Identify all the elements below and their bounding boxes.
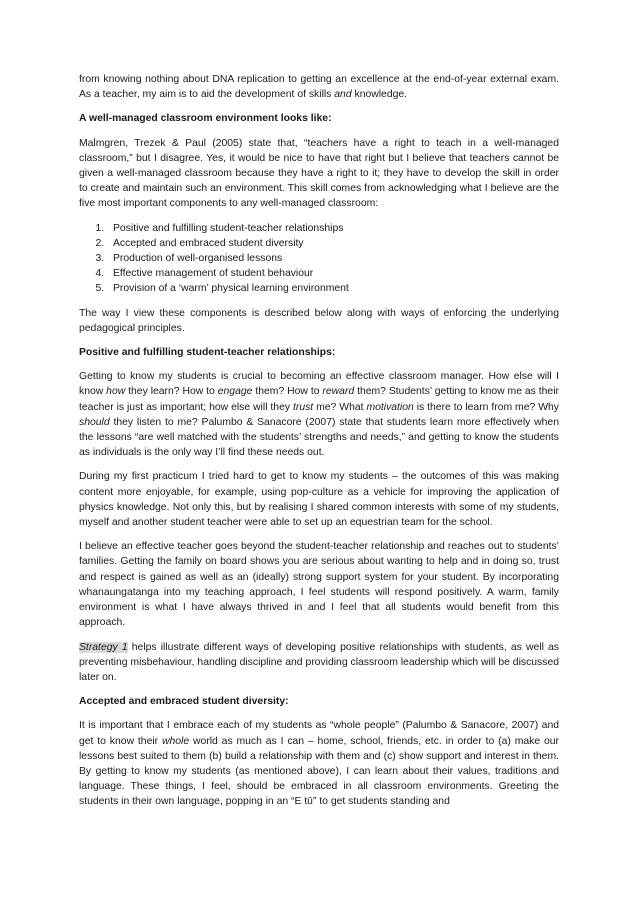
list-item: 4. Effective management of student behaviour bbox=[107, 266, 559, 281]
paragraph-components-view: The way I view these components is described below along with ways of enforcing the underlying pedagogical principles. bbox=[79, 307, 559, 334]
paragraph-practicum: During my first practicum I tried hard to get to know my students – the outcomes of this was making content more enjoyable, for example, using pop-culture as a vehicle for improving the application of physics knowledge. Not only this, but by realising I shared common interests with some of my students, myself and another student teacher were able to set up an equestrian team for the school. bbox=[79, 471, 559, 529]
list-item: 1. Positive and fulfilling student-teacher relationships bbox=[107, 221, 559, 236]
section-heading-diversity: Accepted and embraced student diversity: bbox=[79, 696, 289, 708]
paragraph-malmgren: Malmgren, Trezek & Paul (2005) state that, “teachers have a right to teach in a well-managed classroom,” but I disagree. Yes, it would be nice to have that right but I believe that teachers cannot be given a well-managed classroom because they have a right to it; they have to develop the skill in order to create and maintain such an environment. This skill comes from acknowledging what I believe are the five most important components to any well-managed classroom: bbox=[79, 137, 559, 210]
list-item: 3. Production of well-organised lessons bbox=[107, 251, 559, 266]
paragraph-whole-people: It is important that I embrace each of my students as “whole people” (Palumbo & Sanacore, 2007) and get to know their whole world as much as I can – home, school, friends, etc. in order to (a) make our lessons best suited to them (b) build a relationship with them and (c) show support and interest in them. By getting to know my students (as mentioned above), I can learn about their values, traditions and language. These things, I feel, should be embraced in all classroom environments. Greeting the students in their own language, popping in an “E tū” to get students standing and bbox=[79, 720, 559, 808]
emphasis: and bbox=[334, 89, 352, 101]
list-item: 2. Accepted and embraced student diversity bbox=[107, 236, 559, 251]
components-list bbox=[79, 221, 559, 297]
strategy-1-link[interactable]: Strategy 1 bbox=[79, 641, 128, 653]
section-heading-relationships: Positive and fulfilling student-teacher relationships: bbox=[79, 347, 336, 359]
paragraph-getting-to-know: Getting to know my students is crucial to becoming an effective classroom manager. How else will I know how they learn? How to engage them? How to reward them? Students’ getting to know me as their teacher is just as important; how else will they trust me? What motivation is there to learn from me? Why should they listen to me? Palumbo & Sanacore (2007) state that students learn more effectively when the lessons “are well matched with the students’ strengths and needs,” and getting to know the students as individuals is the only way I’ll find these needs out. bbox=[79, 371, 559, 459]
paragraph-strategy: Strategy 1 helps illustrate different ways of developing positive relationships with students, as well as preventing misbehaviour, handling discipline and providing classroom leadership which will be discussed later on. bbox=[79, 641, 559, 683]
paragraph-intro-continued: from knowing nothing about DNA replication to getting an excellence at the end-of-year external exam. As a teacher, my aim is to aid the development of skills and knowledge. bbox=[79, 74, 559, 101]
paragraph-families: I believe an effective teacher goes beyond the student-teacher relationship and reaches out to students’ families. Getting the family on board shows you are serious about wanting to help and in doing so, trust and respect is gained as well as an (ideally) strong support system for your student. By incorporating whanaungatanga into my teaching approach, I feel students will respond positively. A warm, family environment is what I have always thrived in and I feel that all students would benefit from this approach. bbox=[79, 541, 559, 629]
list-item: 5. Provision of a ‘warm’ physical learning environment bbox=[107, 281, 559, 296]
section-heading-classroom-environment: A well-managed classroom environment looks like: bbox=[79, 113, 332, 125]
